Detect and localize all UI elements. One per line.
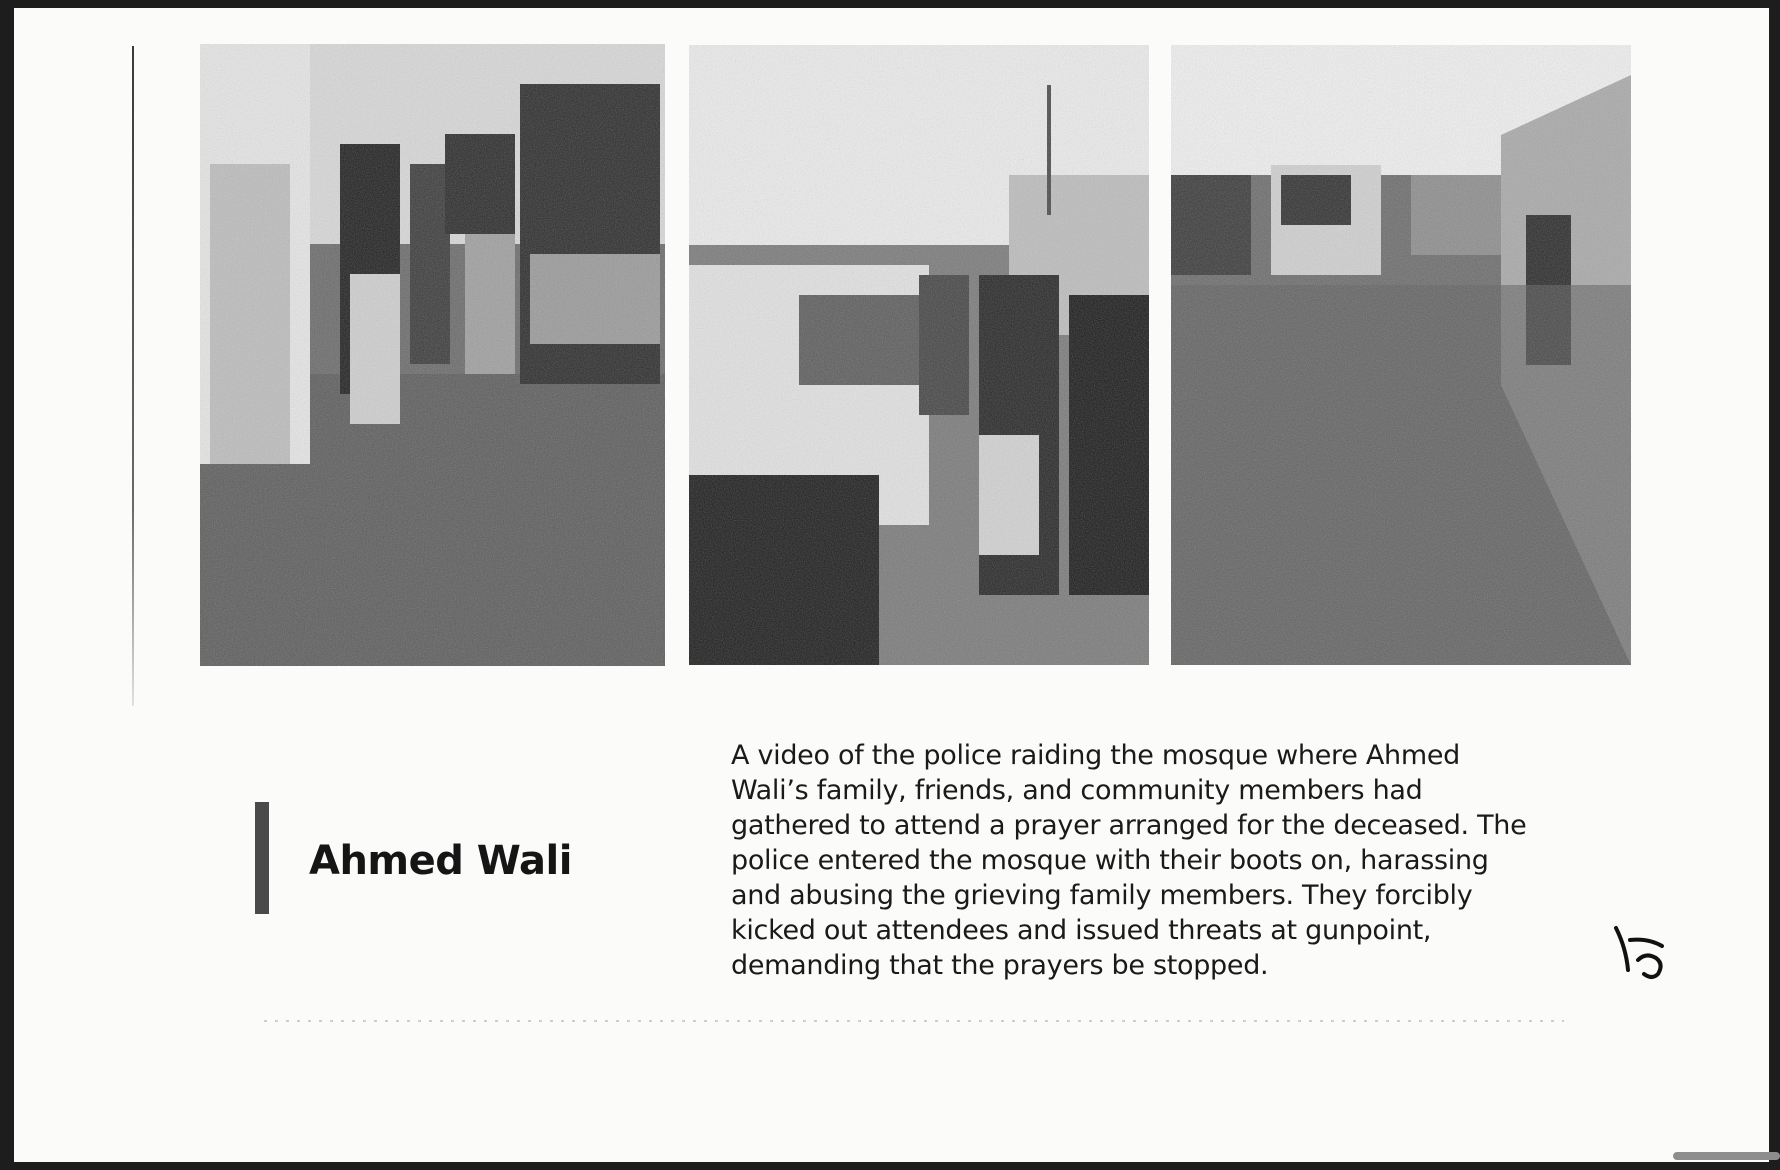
caption-line: and abusing the grieving family members. They forcibly	[731, 880, 1473, 911]
caption-line: A video of the police raiding the mosque where Ahmed	[731, 740, 1460, 771]
caption-line: Wali’s family, friends, and community members had	[731, 775, 1423, 806]
caption-line: kicked out attendees and issued threats at gunpoint,	[731, 915, 1432, 946]
caption-text	[731, 738, 1531, 983]
document-page	[14, 8, 1769, 1162]
caption-line: demanding that the prayers be stopped.	[731, 950, 1269, 981]
horizontal-scrollbar[interactable]	[1673, 1152, 1780, 1160]
photo-vehicles-people	[200, 44, 665, 666]
subject-name: Ahmed Wali	[309, 838, 572, 884]
footer-scan-rule	[264, 1020, 1564, 1022]
photo-empty-street	[1171, 45, 1631, 665]
handwritten-page-mark	[1608, 918, 1678, 988]
caption-line: gathered to attend a prayer arranged for the deceased. The	[731, 810, 1527, 841]
caption-line: police entered the mosque with their boots on, harassing	[731, 845, 1489, 876]
margin-rule	[132, 46, 134, 706]
photo-car-street	[689, 45, 1149, 665]
name-accent-bar	[255, 802, 269, 914]
